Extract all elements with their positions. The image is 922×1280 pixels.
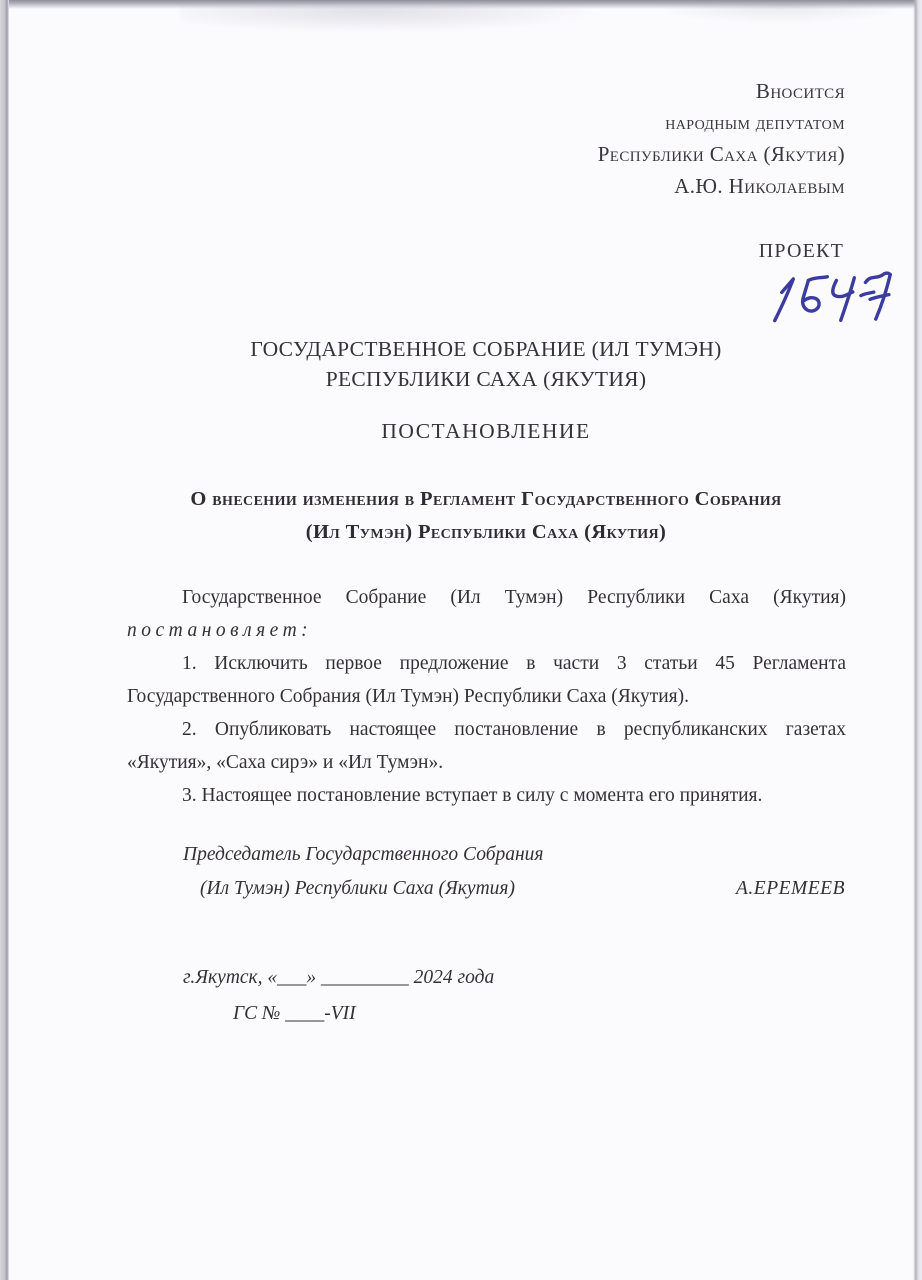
submitter-block [598, 76, 845, 202]
organization-title-line: ГОСУДАРСТВЕННОЕ СОБРАНИЕ (ИЛ ТУМЭН) [250, 337, 722, 361]
place-date-line: г.Якутск, «___» _________ 2024 года [183, 967, 495, 988]
signature-block [183, 838, 845, 906]
document-subject [97, 483, 875, 549]
submitter-line: Вносится [755, 79, 845, 103]
handwritten-number [745, 261, 897, 335]
submitter-line: народным депутатом [665, 112, 845, 134]
submitter-line: А.Ю. Николаевым [674, 173, 845, 198]
scan-right-edge [913, 0, 922, 1280]
subject-line: (Ил Тумэн) Республики Саха (Якутия) [305, 521, 667, 543]
footer-block [183, 960, 494, 1032]
preamble-text: Государственное Собрание (Ил Тумэн) Республики Саха (Якутия) [182, 587, 846, 608]
organization-title [127, 334, 845, 394]
document-type-heading: ПОСТАНОВЛЕНИЕ [381, 419, 591, 443]
signatory-title-line: (Ил Тумэн) Республики Саха (Якутия) [200, 878, 515, 899]
project-label: ПРОЕКТ [758, 240, 844, 262]
scan-smudge [650, 4, 910, 24]
document-number-line: ГС № ____-VII [233, 1003, 356, 1024]
handwritten-ink-strokes [745, 261, 897, 330]
organization-title-line: РЕСПУБЛИКИ САХА (ЯКУТИЯ) [325, 367, 647, 391]
preamble-paragraph [127, 581, 846, 647]
scan-smudge [180, 6, 600, 32]
document-body [127, 581, 846, 812]
signatory-title-line: Председатель Государственного Собрания [183, 844, 544, 865]
signatory-name: А.ЕРЕМЕЕВ [736, 878, 845, 899]
scan-left-edge [0, 0, 9, 1280]
submitter-line: Республики Саха (Якутия) [597, 142, 845, 166]
resolution-item: 3. Настоящее постановление вступает в силу с момента его принятия. [182, 785, 763, 806]
subject-line: О внесении изменения в Регламент Государственного Собрания [190, 488, 782, 510]
preamble-verb: постановляет: [127, 620, 313, 641]
resolution-item: 1. Исключить первое предложение в части 3 статьи 45 Регламента Государственного Собрания (Ил Тумэн) Республики Саха (Якутия). [127, 653, 846, 707]
signature-row [183, 872, 845, 906]
resolution-item: 2. Опубликовать настоящее постановление в республиканских газетах «Якутия», «Саха сирэ» и «Ил Тумэн». [127, 719, 846, 773]
